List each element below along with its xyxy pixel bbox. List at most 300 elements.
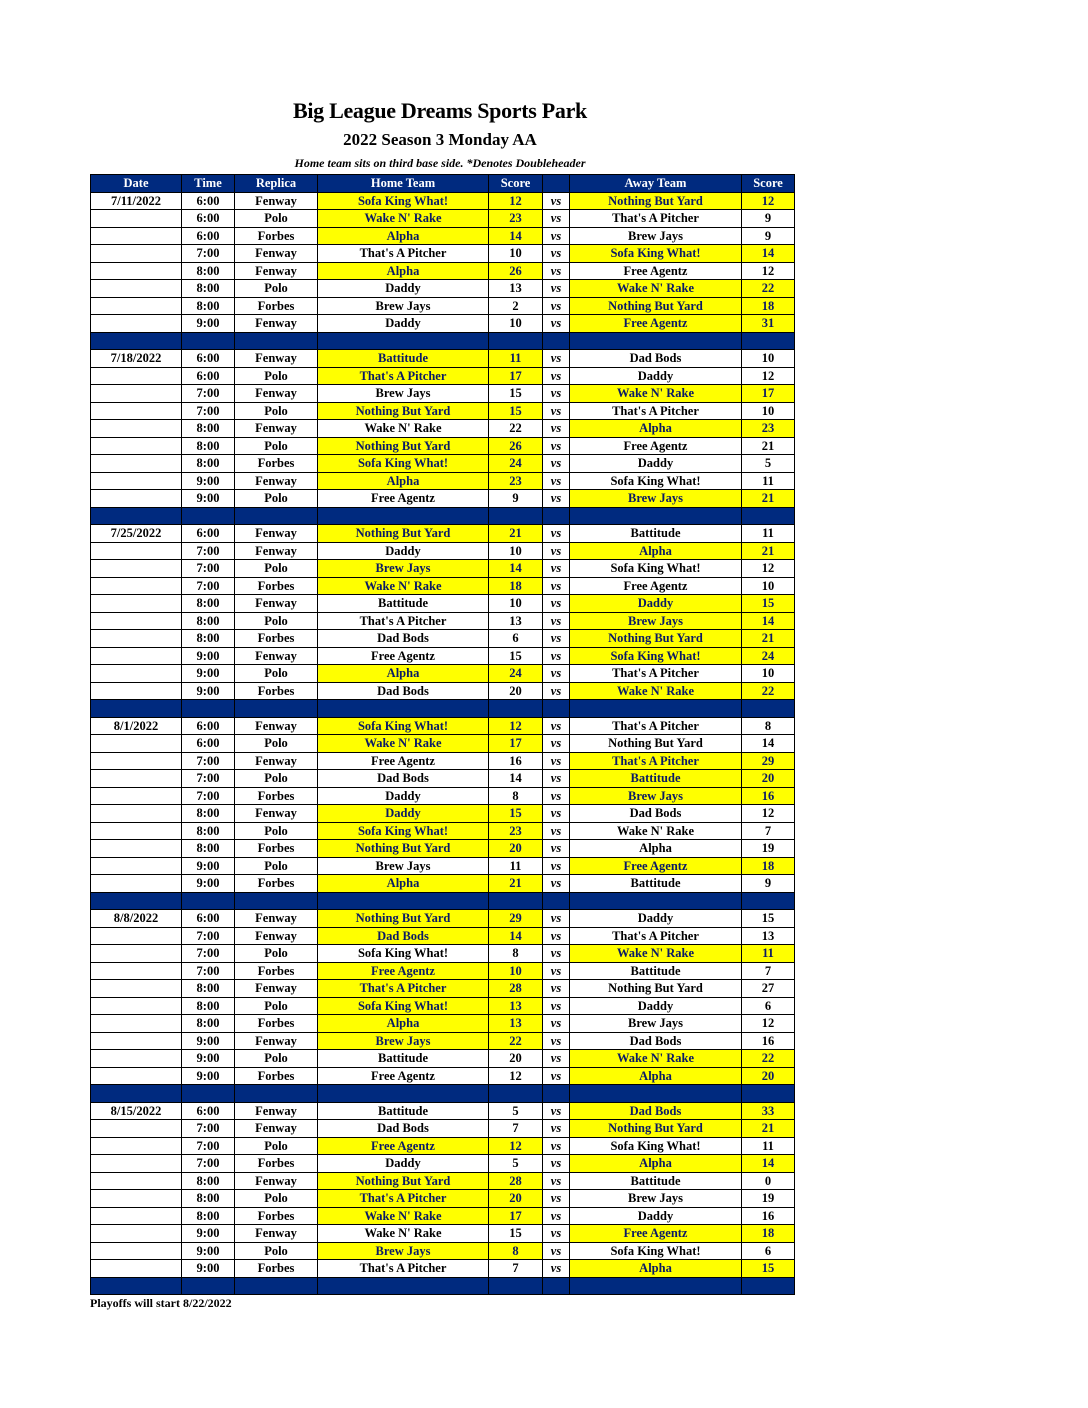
game-time: 8:00 [182,1015,235,1033]
home-score: 24 [489,455,543,473]
game-field: Fenway [235,595,318,613]
away-score: 19 [742,840,795,858]
game-time: 8:00 [182,455,235,473]
game-time: 8:00 [182,612,235,630]
vs-label: vs [543,245,570,263]
separator-cell [318,1277,489,1295]
game-time: 8:00 [182,1207,235,1225]
vs-label: vs [543,1225,570,1243]
game-time: 8:00 [182,420,235,438]
home-team: Wake N' Rake [318,1207,489,1225]
game-field: Forbes [235,787,318,805]
game-date: 7/25/2022 [91,525,182,543]
game-time: 7:00 [182,385,235,403]
separator-cell [318,507,489,525]
vs-label: vs [543,980,570,998]
away-score: 11 [742,1137,795,1155]
vs-label: vs [543,1050,570,1068]
game-row [91,227,795,245]
home-score: 12 [489,717,543,735]
game-date [91,630,182,648]
game-field: Fenway [235,542,318,560]
home-team: Free Agentz [318,490,489,508]
game-date [91,770,182,788]
game-time: 7:00 [182,787,235,805]
away-team: Battitude [570,770,742,788]
game-time: 9:00 [182,875,235,893]
game-field: Fenway [235,262,318,280]
game-row [91,1172,795,1190]
separator-cell [91,700,182,718]
away-team: Wake N' Rake [570,1050,742,1068]
home-team: That's A Pitcher [318,612,489,630]
away-team: Daddy [570,455,742,473]
separator-cell [742,1277,795,1295]
away-team: Free Agentz [570,262,742,280]
game-row [91,822,795,840]
season-subtitle: 2022 Season 3 Monday AA [343,130,537,149]
vs-label: vs [543,612,570,630]
game-date [91,980,182,998]
game-time: 8:00 [182,262,235,280]
game-date [91,665,182,683]
game-date: 8/15/2022 [91,1102,182,1120]
home-score: 8 [489,787,543,805]
vs-label: vs [543,437,570,455]
away-score: 14 [742,612,795,630]
game-field: Forbes [235,1015,318,1033]
home-score: 11 [489,350,543,368]
game-field: Fenway [235,647,318,665]
vs-label: vs [543,350,570,368]
game-row [91,1050,795,1068]
separator-cell [182,1085,235,1103]
schedule-table [90,174,795,1295]
home-score: 5 [489,1155,543,1173]
game-row [91,472,795,490]
game-field: Polo [235,490,318,508]
home-team: Battitude [318,595,489,613]
away-team: Nothing But Yard [570,1120,742,1138]
game-time: 6:00 [182,227,235,245]
home-score: 29 [489,910,543,928]
game-time: 7:00 [182,927,235,945]
vs-label: vs [543,997,570,1015]
away-score: 18 [742,1225,795,1243]
game-row [91,402,795,420]
game-date [91,822,182,840]
away-score: 11 [742,525,795,543]
home-score: 15 [489,647,543,665]
game-field: Forbes [235,840,318,858]
home-score: 8 [489,945,543,963]
away-score: 21 [742,542,795,560]
home-score: 14 [489,560,543,578]
home-team: Sofa King What! [318,945,489,963]
away-score: 14 [742,1155,795,1173]
away-score: 19 [742,1190,795,1208]
home-team: Dad Bods [318,682,489,700]
game-row [91,560,795,578]
game-field: Fenway [235,385,318,403]
game-row [91,245,795,263]
game-date [91,437,182,455]
vs-label: vs [543,822,570,840]
game-time: 6:00 [182,350,235,368]
separator-cell [489,1277,543,1295]
game-row [91,682,795,700]
away-score: 10 [742,350,795,368]
separator-cell [489,1085,543,1103]
away-team: That's A Pitcher [570,717,742,735]
game-date: 8/1/2022 [91,717,182,735]
away-team: Sofa King What! [570,1242,742,1260]
game-date [91,455,182,473]
vs-label: vs [543,752,570,770]
home-team: That's A Pitcher [318,245,489,263]
away-team: Daddy [570,910,742,928]
home-score: 15 [489,402,543,420]
away-team: Battitude [570,525,742,543]
away-team: Nothing But Yard [570,630,742,648]
home-team: Wake N' Rake [318,420,489,438]
game-row [91,770,795,788]
vs-label: vs [543,805,570,823]
game-row [91,1102,795,1120]
game-time: 6:00 [182,192,235,210]
game-row [91,805,795,823]
away-team: Brew Jays [570,787,742,805]
away-score: 11 [742,472,795,490]
game-date [91,227,182,245]
home-score: 23 [489,472,543,490]
home-score: 12 [489,1067,543,1085]
away-score: 15 [742,910,795,928]
game-row [91,1190,795,1208]
game-row [91,752,795,770]
game-date [91,560,182,578]
separator-cell [318,1085,489,1103]
game-row [91,927,795,945]
away-team: Daddy [570,1207,742,1225]
game-row [91,542,795,560]
vs-label: vs [543,1155,570,1173]
away-score: 16 [742,1032,795,1050]
home-team: Alpha [318,227,489,245]
away-team: Dad Bods [570,805,742,823]
separator-cell [91,332,182,350]
game-date [91,1120,182,1138]
game-field: Fenway [235,717,318,735]
home-team: Dad Bods [318,770,489,788]
away-team: Dad Bods [570,350,742,368]
away-team: Wake N' Rake [570,280,742,298]
away-team: Alpha [570,542,742,560]
away-score: 17 [742,385,795,403]
away-team: Sofa King What! [570,1137,742,1155]
home-team: Sofa King What! [318,717,489,735]
away-team: That's A Pitcher [570,402,742,420]
away-score: 20 [742,1067,795,1085]
game-row [91,490,795,508]
vs-label: vs [543,927,570,945]
game-row [91,1137,795,1155]
game-time: 8:00 [182,437,235,455]
vs-label: vs [543,280,570,298]
game-row [91,665,795,683]
home-score: 13 [489,997,543,1015]
away-team: Free Agentz [570,577,742,595]
away-score: 12 [742,262,795,280]
home-score: 20 [489,682,543,700]
game-time: 9:00 [182,1260,235,1278]
game-date [91,420,182,438]
game-date [91,315,182,333]
away-team: Free Agentz [570,437,742,455]
game-field: Forbes [235,1207,318,1225]
game-time: 8:00 [182,1172,235,1190]
vs-label: vs [543,1172,570,1190]
game-time: 7:00 [182,542,235,560]
game-row [91,1015,795,1033]
separator-cell [543,1277,570,1295]
game-time: 6:00 [182,367,235,385]
home-score: 14 [489,770,543,788]
game-row [91,385,795,403]
game-date [91,577,182,595]
game-field: Fenway [235,805,318,823]
vs-label: vs [543,192,570,210]
home-team: That's A Pitcher [318,980,489,998]
away-score: 21 [742,437,795,455]
game-field: Forbes [235,962,318,980]
separator-cell [742,1085,795,1103]
separator-cell [91,507,182,525]
separator-cell [543,332,570,350]
home-team: Brew Jays [318,297,489,315]
home-score: 23 [489,210,543,228]
home-team: Dad Bods [318,1120,489,1138]
away-score: 22 [742,280,795,298]
vs-label: vs [543,682,570,700]
away-team: Alpha [570,1067,742,1085]
game-date [91,805,182,823]
separator-cell [570,1277,742,1295]
game-date [91,875,182,893]
home-score: 26 [489,437,543,455]
home-team: Sofa King What! [318,455,489,473]
game-date [91,945,182,963]
game-time: 8:00 [182,805,235,823]
vs-label: vs [543,857,570,875]
home-score: 15 [489,805,543,823]
game-field: Forbes [235,1260,318,1278]
game-field: Forbes [235,682,318,700]
home-score: 10 [489,542,543,560]
vs-label: vs [543,542,570,560]
game-row [91,262,795,280]
game-time: 9:00 [182,1050,235,1068]
home-score: 18 [489,577,543,595]
away-team: Alpha [570,1260,742,1278]
away-score: 10 [742,402,795,420]
away-score: 21 [742,490,795,508]
vs-label: vs [543,367,570,385]
away-score: 12 [742,560,795,578]
away-team: Alpha [570,840,742,858]
game-field: Forbes [235,630,318,648]
game-row [91,612,795,630]
game-date [91,1207,182,1225]
away-team: Battitude [570,1172,742,1190]
game-row [91,1032,795,1050]
game-date [91,1172,182,1190]
home-team: Alpha [318,875,489,893]
away-score: 16 [742,1207,795,1225]
game-field: Polo [235,735,318,753]
home-score: 14 [489,227,543,245]
away-team: Free Agentz [570,315,742,333]
away-team: Nothing But Yard [570,297,742,315]
game-date [91,280,182,298]
away-team: Nothing But Yard [570,192,742,210]
separator-cell [235,332,318,350]
away-score: 24 [742,647,795,665]
home-team: Alpha [318,472,489,490]
game-date: 7/18/2022 [91,350,182,368]
vs-label: vs [543,262,570,280]
vs-label: vs [543,595,570,613]
game-row [91,1120,795,1138]
home-team: Wake N' Rake [318,577,489,595]
home-team: Free Agentz [318,962,489,980]
home-score: 8 [489,1242,543,1260]
away-team: Sofa King What! [570,560,742,578]
col-header-away-score: Score [742,175,795,193]
vs-label: vs [543,910,570,928]
away-team: Brew Jays [570,1190,742,1208]
home-team: Daddy [318,280,489,298]
vs-label: vs [543,962,570,980]
game-date [91,787,182,805]
separator-cell [182,892,235,910]
away-team: Sofa King What! [570,472,742,490]
vs-label: vs [543,297,570,315]
home-score: 12 [489,192,543,210]
vs-label: vs [543,1190,570,1208]
separator-cell [570,700,742,718]
home-team: Nothing But Yard [318,402,489,420]
home-score: 10 [489,245,543,263]
week-separator [91,1085,795,1103]
vs-label: vs [543,420,570,438]
separator-cell [235,507,318,525]
game-time: 6:00 [182,735,235,753]
away-team: Nothing But Yard [570,735,742,753]
away-score: 22 [742,682,795,700]
away-team: Dad Bods [570,1032,742,1050]
game-row [91,1225,795,1243]
game-date [91,1015,182,1033]
home-score: 28 [489,980,543,998]
home-score: 28 [489,1172,543,1190]
home-score: 12 [489,1137,543,1155]
away-score: 18 [742,297,795,315]
home-team: Daddy [318,542,489,560]
game-field: Polo [235,665,318,683]
game-field: Polo [235,612,318,630]
home-score: 23 [489,822,543,840]
away-team: Battitude [570,875,742,893]
away-team: Sofa King What! [570,245,742,263]
home-score: 17 [489,367,543,385]
home-team: Nothing But Yard [318,910,489,928]
away-score: 11 [742,945,795,963]
game-time: 8:00 [182,297,235,315]
game-field: Forbes [235,455,318,473]
away-team: Battitude [570,962,742,980]
home-score: 5 [489,1102,543,1120]
separator-cell [182,332,235,350]
away-score: 15 [742,595,795,613]
away-team: Brew Jays [570,490,742,508]
schedule-body [91,192,795,1295]
game-field: Fenway [235,192,318,210]
game-time: 8:00 [182,630,235,648]
away-score: 7 [742,822,795,840]
game-row [91,787,795,805]
game-field: Forbes [235,297,318,315]
game-field: Polo [235,997,318,1015]
game-time: 7:00 [182,402,235,420]
away-team: Brew Jays [570,612,742,630]
away-team: Daddy [570,595,742,613]
vs-label: vs [543,1102,570,1120]
separator-cell [543,700,570,718]
home-score: 21 [489,875,543,893]
home-team: Free Agentz [318,1067,489,1085]
home-team: Sofa King What! [318,822,489,840]
vs-label: vs [543,717,570,735]
home-team: Daddy [318,805,489,823]
game-row [91,630,795,648]
away-team: That's A Pitcher [570,752,742,770]
home-score: 21 [489,525,543,543]
week-separator [91,1277,795,1295]
game-date [91,262,182,280]
game-row [91,1207,795,1225]
separator-cell [570,332,742,350]
away-score: 33 [742,1102,795,1120]
game-field: Polo [235,1242,318,1260]
away-score: 12 [742,1015,795,1033]
game-time: 7:00 [182,962,235,980]
away-score: 31 [742,315,795,333]
game-row [91,210,795,228]
game-field: Fenway [235,472,318,490]
col-header-vs [543,175,570,193]
game-field: Polo [235,945,318,963]
home-score: 6 [489,630,543,648]
separator-cell [318,892,489,910]
game-row [91,1155,795,1173]
home-score: 2 [489,297,543,315]
home-score: 14 [489,927,543,945]
away-team: Wake N' Rake [570,822,742,840]
home-score: 9 [489,490,543,508]
game-date [91,1225,182,1243]
away-score: 9 [742,875,795,893]
